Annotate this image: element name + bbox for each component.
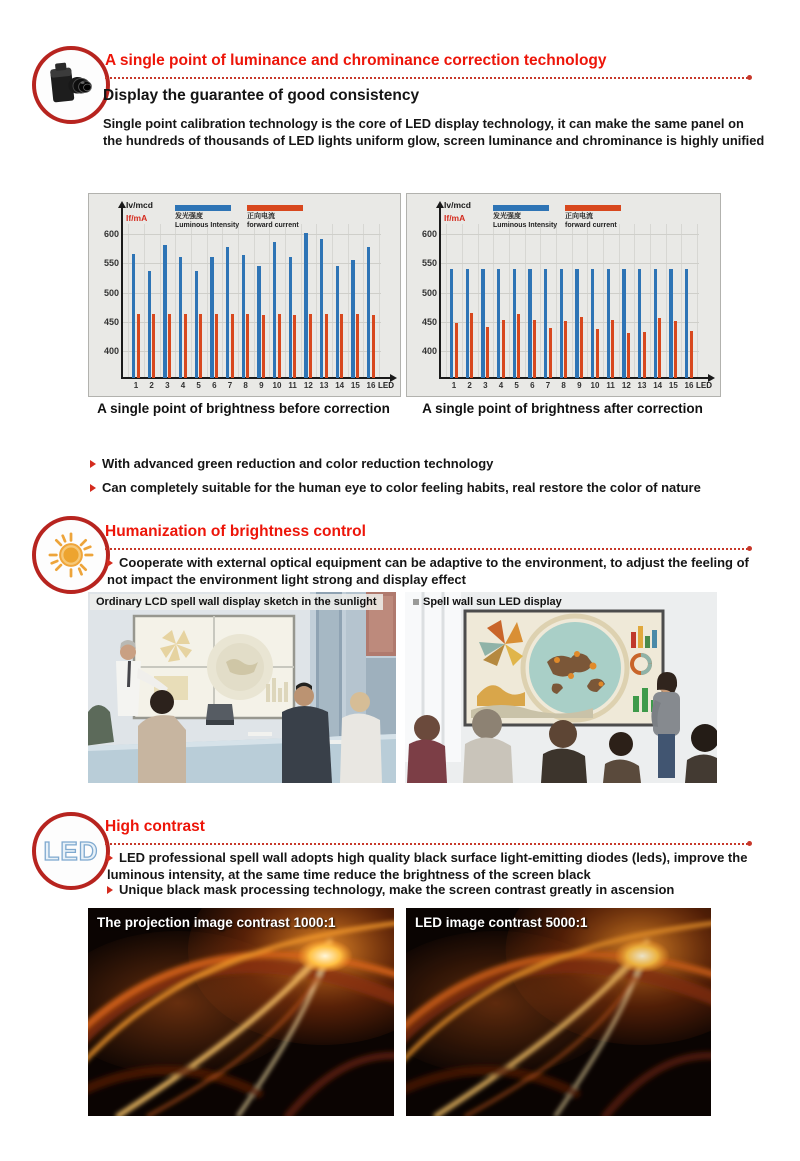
photo-lcd-graphic [88,592,396,783]
bullet-arrow-icon [90,484,96,492]
photo-lcd-wall-sunlight [88,592,396,783]
bullet-arrow-icon [107,854,113,862]
section3-bullet-1-text: LED professional spell wall adopts high quality black surface light-emitting diodes (leds), improve the luminous intensity, at the same time reduce the brightness of the screen black [107,850,748,882]
bullet-arrow-icon [107,886,113,894]
section1-title: A single point of luminance and chrominance correction technology [105,52,607,69]
contrast-caption-projection: The projection image contrast 1000:1 [97,915,336,930]
section2-title: Humanization of brightness control [105,523,366,540]
photo-caption-led-text: Spell wall sun LED display [423,596,562,608]
flame-art [88,908,394,1116]
section3-title: High contrast [105,818,205,835]
section1-paragraph: Single point calibration technology is the core of LED display technology, it can make the same panel on the hundreds of thousands of LED lights uniform glow, screen luminance and chrominance is highly unified [103,116,765,148]
section1-subtitle: Display the guarantee of good consistency [103,87,420,104]
sun-icon-graphic [38,522,104,588]
section3-bullet-2-text: Unique black mask processing technology, make the screen contrast greatly in ascension [119,882,675,897]
section1-divider [105,77,748,79]
photo-led-graphic [405,592,717,783]
sun-icon [32,516,110,594]
section2-bullet-text: Cooperate with external optical equipment can be adaptive to the environment, to adjust the feeling of not impact the environment light strong and display effect [107,555,749,587]
section1-bullet-2-text: Can completely suitable for the human eye to color feeling habits, real restore the color of nature [102,480,701,495]
contrast-image-projection [88,908,394,1116]
camera-icon [32,46,110,124]
caption-marker-icon [413,599,419,605]
section3-bullet-1 [107,849,775,883]
section1-bullet-1-text: With advanced green reduction and color reduction technology [102,456,494,471]
led-icon-label: LED [43,835,99,866]
section1-bullet-2 [90,479,790,496]
bar-chart-after-correction: 600 550 500 450 400 1 2 3 4 5 6 7 8 9 10 11 12 13 14 15 16 LED Iv/mcd If/mA 发光强度 Luminous Intensity 正向电流 forward current [406,193,721,397]
contrast-caption-led: LED image contrast 5000:1 [415,915,588,930]
chart-caption-after: A single point of brightness after correction [422,401,703,416]
section1-bullet-1 [90,455,770,472]
chart-caption-before: A single point of brightness before correction [97,401,390,416]
camera-icon-graphic [38,52,104,118]
contrast-image-led [406,908,711,1116]
led-icon [32,812,110,890]
section2-divider [105,548,748,550]
flame-art [406,908,711,1116]
photo-caption-lcd: Ordinary LCD spell wall display sketch in the sunlight [90,594,383,610]
bullet-arrow-icon [90,460,96,468]
photo-led-wall [405,592,717,783]
section3-divider [105,843,748,845]
section3-bullet-2 [107,881,775,898]
section2-bullet [107,554,762,588]
photo-caption-led [407,594,568,610]
bar-chart-before-correction: 600 550 500 450 400 1 2 3 4 5 6 7 8 9 10 11 12 13 14 15 16 LED Iv/mcd If/mA 发光强度 Luminous Intensity 正向电流 forward current [88,193,401,397]
bullet-arrow-icon [107,559,113,567]
